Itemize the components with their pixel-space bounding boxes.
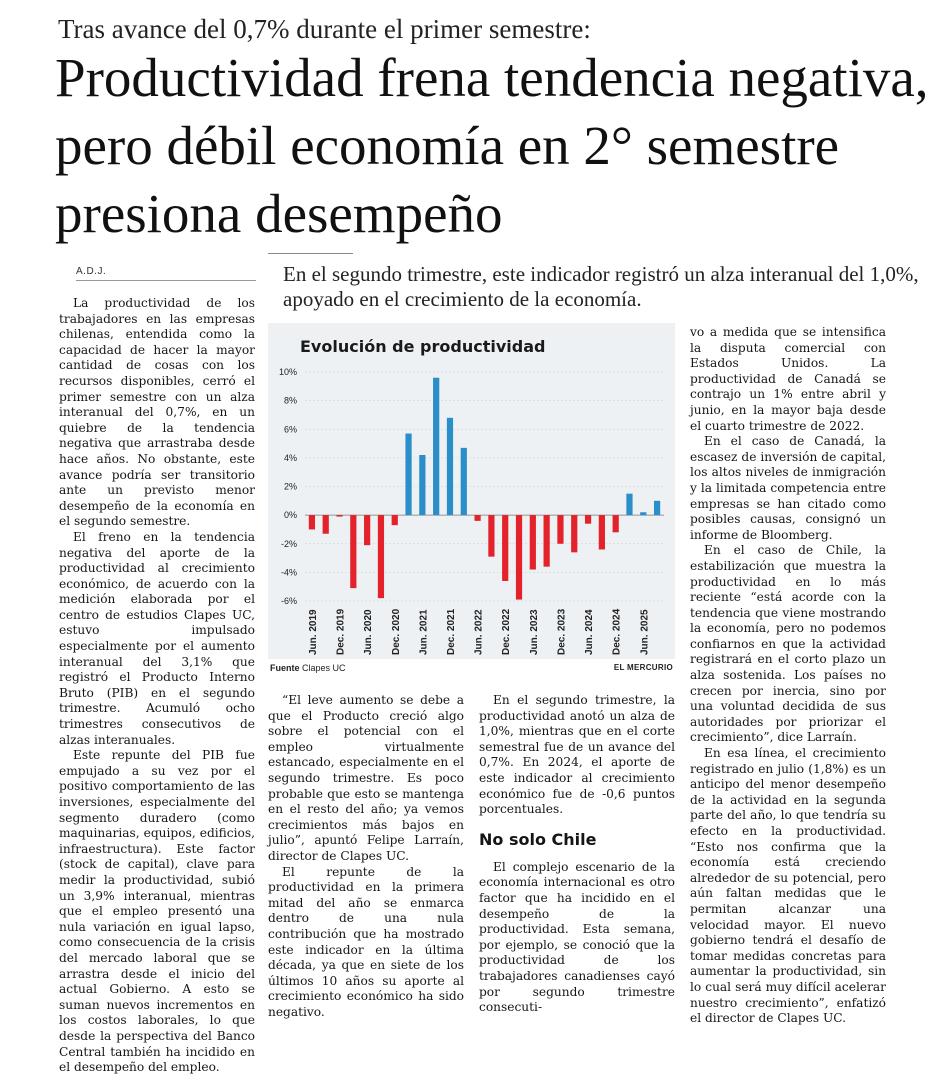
y-tick-label: -6%: [280, 596, 297, 606]
bar: [447, 418, 453, 515]
chart-canvas: [268, 323, 675, 675]
paragraph: El complejo escenario de la economía internacional es otro factor que ha incidido en el desempeño de la productividad. Esta semana, por ejemplo, se conoció que la productividad de los trabajadores canadienses cayó por segundo trimestre consecuti-: [479, 859, 675, 1015]
bar: [433, 378, 439, 515]
bar: [336, 515, 342, 516]
bar: [392, 515, 398, 525]
paragraph-continued: vo a medida que se intensifica la disputa comercial con Estados Unidos. La productividad de Canadá se contrajo un 1% entre abril y junio, en la mayor baja desde el cuarto trimestre de 2022.: [690, 325, 886, 433]
paragraph: En esa línea, el crecimiento registrado en julio (1,8%) es un anticipo del menor desempeño de la actividad en la segunda parte del año, lo que tendría su efecto en la productividad. “Esto nos confirma que la economía está creciendo alrededor de su potencial, pero aún faltan medidas que le permitan alcanzar una velocidad mayor. El nuevo gobierno tendrá el desafío de tomar medidas concretas para aumentar la productividad, sin lo cual será muy difícil acelerar nuestro crecimiento”, enfatizó el director de Clapes UC.: [690, 746, 886, 1026]
paragraph: En el caso de Canadá, la escasez de inversión de capital, los altos niveles de inmigración y la limitada competencia entre empresas se han citado como posibles causas, consignó un informe de Bloomberg.: [690, 434, 886, 542]
bar: [350, 515, 356, 588]
y-tick-label: 2%: [283, 481, 297, 492]
chart-source-value: Clapes UC: [302, 663, 346, 673]
y-tick-label: -2%: [280, 538, 297, 549]
bar: [364, 515, 370, 545]
bar: [571, 515, 577, 552]
x-tick-label: Jun. 2024: [584, 609, 596, 655]
bar: [640, 512, 646, 515]
paragraph: “El leve aumento se debe a que el Producto creció algo sobre el potencial con el empleo virtualmente estancado, especialmente en el segundo trimestre. Es poco probable que esto se mantenga en el resto del año; ya vemos crecimientos más bajos en julio”, apuntó Felipe Larraín, director de Clapes UC.: [268, 693, 464, 863]
x-tick-label: Dec. 2019: [335, 608, 347, 655]
bar: [585, 515, 591, 524]
bar: [654, 501, 660, 515]
article-lead: En el segundo trimestre, este indicador registró un alza interanual del 1,0%, apoyado en el crecimiento de la economía.: [283, 262, 919, 311]
bar: [516, 515, 522, 599]
paragraph: El repunte de la productividad en la primera mitad del año se enmarca dentro de una nula contribución que ha mostrado este indicador en la última década, ya que en siete de los últimos 10 años su aporte al crecimiento económico ha sido negativo.: [268, 864, 464, 1019]
y-tick-label: 6%: [283, 424, 297, 435]
x-tick-label: Dec. 2022: [501, 608, 513, 655]
article-column-2: [268, 693, 464, 1020]
bar: [323, 515, 329, 534]
x-tick-label: Jun. 2022: [473, 609, 485, 655]
bar: [474, 515, 480, 521]
bar: [488, 515, 494, 557]
paragraph: Este repunte del PIB fue empujado a su vez por el positivo comportamiento de las inversiones, especialmente del segmento duradero (como maquinarias, equipos, edificios, infraestructura). Este factor (stock de capital), clave para medir la productividad, subió un 3,9% interanual, mientras que el empleo presentó una nula variación en igual lapso, como consecuencia de la crisis del mercado laboral que se arrastra desde el inicio del actual Gobierno. A esto se suman nuevos incrementos en los costos laborales, lo que desde la perspectiva del Banco Central también ha incidido en el desempeño del empleo.: [59, 748, 255, 1075]
article-column-1: [59, 296, 255, 1076]
bar: [613, 515, 619, 532]
x-tick-label: Jun. 2019: [307, 609, 319, 655]
bar: [544, 515, 550, 567]
article-column-4: [690, 325, 886, 1027]
x-tick-label: Jun. 2025: [639, 609, 651, 655]
x-tick-label: Dec. 2020: [390, 608, 402, 655]
article-headline: Productividad frena tendencia negativa, pero débil economía en 2° semestre presiona desempeño: [55, 47, 929, 244]
x-tick-label: Dec. 2021: [445, 608, 457, 655]
productivity-chart: [268, 323, 675, 675]
bar: [309, 515, 315, 529]
chart-title: Evolución de productividad: [300, 337, 546, 356]
bar: [530, 515, 536, 569]
x-tick-label: Jun. 2020: [363, 609, 375, 655]
bar: [378, 515, 384, 598]
bar: [405, 434, 411, 516]
bar: [626, 494, 632, 515]
y-tick-label: 10%: [278, 367, 297, 377]
y-tick-label: -4%: [280, 567, 297, 578]
x-tick-label: Jun. 2023: [528, 609, 540, 655]
chart-background: [268, 323, 675, 659]
bar: [599, 515, 605, 549]
x-tick-label: Jun. 2021: [418, 609, 430, 655]
article-kicker: Tras avance del 0,7% durante el primer semestre:: [58, 14, 591, 44]
chart-credit: EL MERCURIO: [613, 663, 673, 672]
y-tick-label: 4%: [283, 452, 297, 463]
article-byline: A.D.J.: [76, 266, 107, 277]
x-tick-label: Dec. 2024: [611, 608, 623, 655]
bar: [461, 448, 467, 515]
paragraph: En el caso de Chile, la estabilización que muestra la productividad en lo más reciente “está acorde con la tendencia que viene mostrando la economía, pero no podemos confiarnos en que la actividad registrará en el corto plazo un alza sostenida. Los países no crecen por inercia, sino por una voluntad decidida de sus autoridades por priorizar el crecimiento”, dice Larraín.: [690, 543, 886, 745]
x-tick-label: Dec. 2023: [556, 608, 568, 655]
paragraph: El freno en la tendencia negativa del aporte de la productividad al crecimiento económico, de acuerdo con la medición elaborada por el centro de estudios Clapes UC, estuvo impulsado especialmente por el aumento interanual del 3,1% que registró el Producto Interno Bruto (PIB) en el segundo trimestre. Acumuló ocho trimestres consecutivos de alzas interanuales.: [59, 529, 255, 747]
section-subhead: No solo Chile: [479, 829, 597, 849]
y-tick-label: 8%: [283, 395, 297, 406]
y-tick-label: 0%: [283, 510, 297, 521]
byline-divider: [76, 280, 256, 281]
paragraph: La productividad de los trabajadores en las empresas chilenas, entendida como la capacidad de hacer la mayor cantidad de cosas con los recursos disponibles, cerró el primer semestre con un alza interanual del 0,7%, en un quiebre de la tendencia negativa que arrastraba desde hace años. No obstante, este avance podría ser transitorio ante un previsto menor desempeño de la economía en el segundo semestre.: [59, 296, 255, 529]
chart-source-label: Fuente: [270, 663, 300, 673]
bar: [419, 455, 425, 515]
chart-source: [270, 663, 346, 673]
article-column-3: [479, 693, 675, 1016]
headline-divider: [268, 253, 353, 254]
bar: [502, 515, 508, 581]
paragraph: En el segundo trimestre, la productividad anotó un alza de 1,0%, mientras que en el corte semestral fue de un avance del 0,7%. En 2024, el aporte de este indicador al crecimiento económico fue de -0,6 puntos porcentuales.: [479, 693, 675, 817]
bar: [557, 515, 563, 544]
